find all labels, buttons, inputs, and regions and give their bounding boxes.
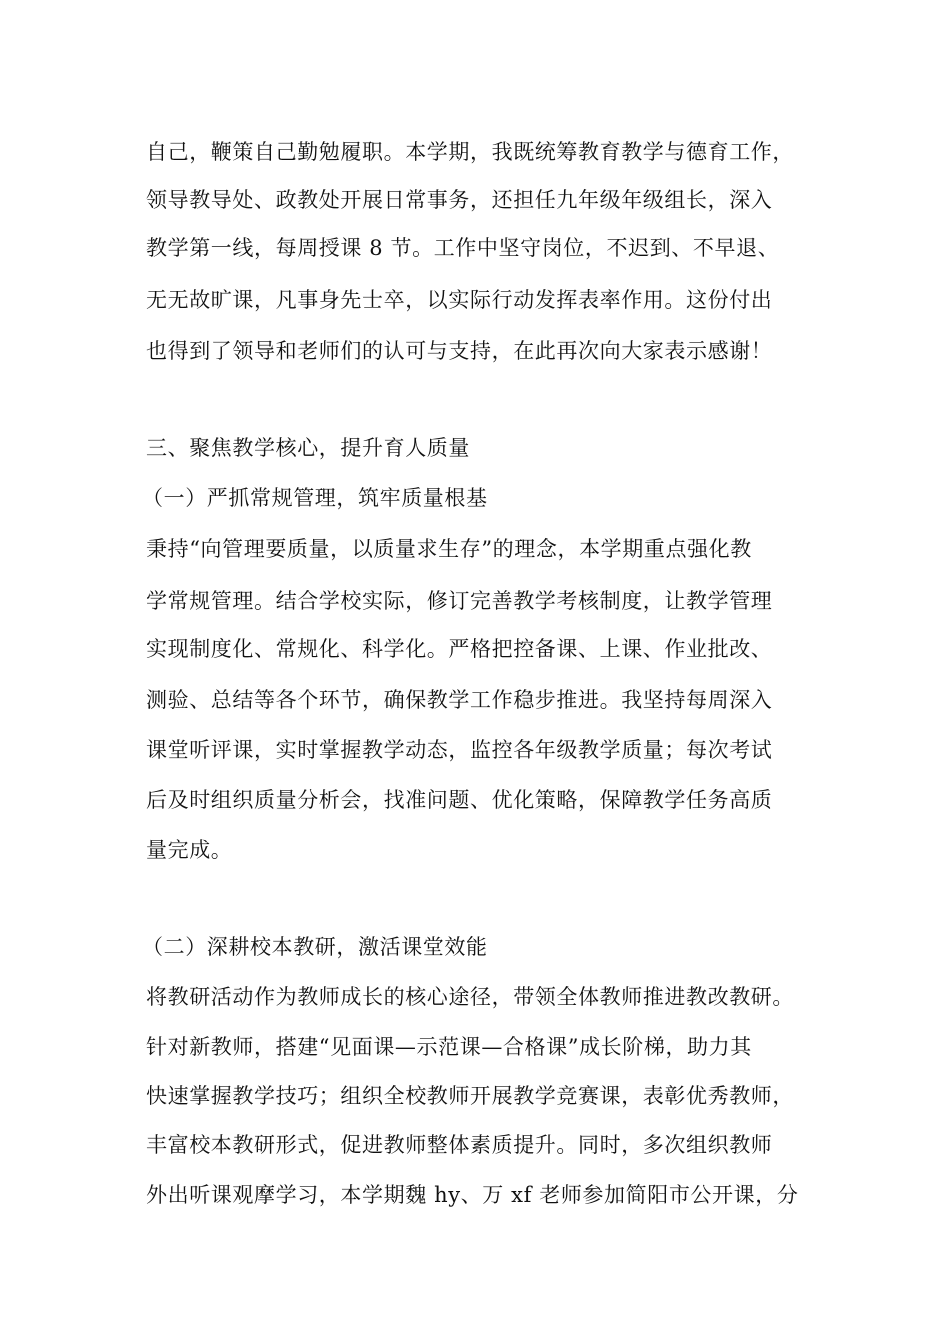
paragraph-line: 领导教导处、政教处开展日常事务，还担任九年级年级组长，深入: [146, 188, 773, 212]
paragraph-line: 也得到了领导和老师们的认可与支持，在此再次向大家表示感谢！: [146, 339, 773, 363]
paragraph-line: 后及时组织质量分析会，找准问题、优化策略，保障教学任务高质: [146, 788, 773, 812]
paragraph-line: 课堂听评课，实时掌握教学动态，监控各年级教学质量；每次考试: [146, 738, 773, 762]
paragraph-line: 学常规管理。结合学校实际，修订完善教学考核制度，让教学管理: [146, 589, 773, 613]
paragraph-line: 无无故旷课，凡事身先士卒，以实际行动发挥表率作用。这份付出: [146, 288, 773, 312]
paragraph-line: 丰富校本教研形式，促进教师整体素质提升。同时，多次组织教师: [146, 1133, 773, 1157]
paragraph-line: 教学第一线，每周授课 8 节。工作中坚守岗位，不迟到、不早退、: [146, 236, 780, 260]
subsection-heading: （一）严抓常规管理，筑牢质量根基: [142, 486, 488, 510]
paragraph-line: 快速掌握教学技巧；组织全校教师开展教学竞赛课，表彰优秀教师，: [146, 1084, 794, 1108]
paragraph-line: 测验、总结等各个环节，确保教学工作稳步推进。我坚持每周深入: [146, 688, 773, 712]
paragraph-line: 外出听课观摩学习，本学期魏 hy、万 xf 老师参加简阳市公开课，分: [146, 1183, 799, 1207]
paragraph-line: 秉持“向管理要质量，以质量求生存”的理念，本学期重点强化教: [146, 537, 752, 561]
paragraph-line: 自己，鞭策自己勤勉履职。本学期，我既统筹教育教学与德育工作，: [146, 140, 794, 164]
paragraph-line: 实现制度化、常规化、科学化。严格把控备课、上课、作业批改、: [146, 637, 773, 661]
section-heading: 三、聚焦教学核心，提升育人质量: [146, 436, 470, 460]
paragraph-line: 量完成。: [146, 838, 233, 862]
subsection-heading: （二）深耕校本教研，激活课堂效能: [142, 935, 488, 959]
paragraph-line: 针对新教师，搭建“见面课—示范课—合格课”成长阶梯，助力其: [146, 1035, 752, 1059]
paragraph-line: 将教研活动作为教师成长的核心途径，带领全体教师推进教改教研。: [146, 985, 794, 1009]
